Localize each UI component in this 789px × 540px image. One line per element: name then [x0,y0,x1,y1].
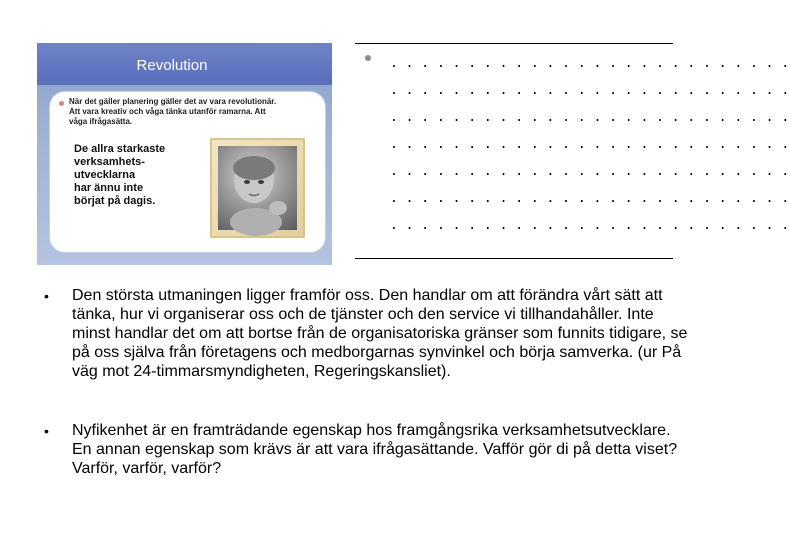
paragraph-bullet-icon: • [44,288,49,304]
paragraph-text: Den största utmaningen ligger framför oss. Den handlar om att förändra vårt sätt att tänka, hur vi organiserar oss och de tjänster och den service vi tillhandahåller. Inte minst handlar det om att bortse från de organisatoriska gränser som funnits tidigare, se på oss själva från företagens och medborgarnas synvinkel och börja samverka. (ur På väg mot 24-timmarsmyndigheten, Regeringskansliet). [72,287,688,380]
notes-dotted-line: . . . . . . . . . . . . . . . . . . . . . . . . . . [390,83,789,98]
slide-body-line: har ännu inte [74,182,144,194]
notes-dotted-line: . . . . . . . . . . . . . . . . . . . . . . . . . . [390,56,789,71]
slide-body-line: börjat på dagis. [74,195,156,207]
slide-title-bar [37,43,332,85]
notes-dotted-line: . . . . . . . . . . . . . . . . . . . . . . . . . . [390,110,789,125]
slide-title: Revolution [136,57,208,74]
slide-bullet-icon [59,101,64,106]
notes-bottom-rule [355,258,673,259]
slide-body-line: De allra starkaste [74,143,166,155]
paragraph-text: Nyfikenhet är en framträdande egenskap hos framgångsrika verksamhetsutvecklare. En annan egenskap som krävs är att vara ifrågasättande. Vafför gör di på detta viset? Varför, varför, varför? [72,422,678,477]
notes-dotted-line: . . . . . . . . . . . . . . . . . . . . . . . . . . [390,137,789,152]
baby-photo-frame [210,138,305,238]
slide-thumbnail [37,43,332,265]
paragraph-bullet-icon: • [44,423,49,439]
slide-body-line: verksamhets- [74,156,145,168]
notes-dotted-line: . . . . . . . . . . . . . . . . . . . . . . . . . . [390,218,789,233]
slide-body-text [74,143,194,208]
notes-dotted-line: . . . . . . . . . . . . . . . . . . . . . . . . . . [390,191,789,206]
notes-bullet-icon [365,55,371,61]
baby-photo [218,146,297,230]
slide-body-line: utvecklarna [74,169,136,181]
slide-bullet-text: När det gäller planering gäller det av vara revolutionär. Att vara kreativ och våga tänka utanför ramarna. Att våga ifrågasätta. [69,97,277,126]
notes-dotted-line: . . . . . . . . . . . . . . . . . . . . . . . . . . [390,164,789,179]
notes-top-rule [355,43,673,44]
